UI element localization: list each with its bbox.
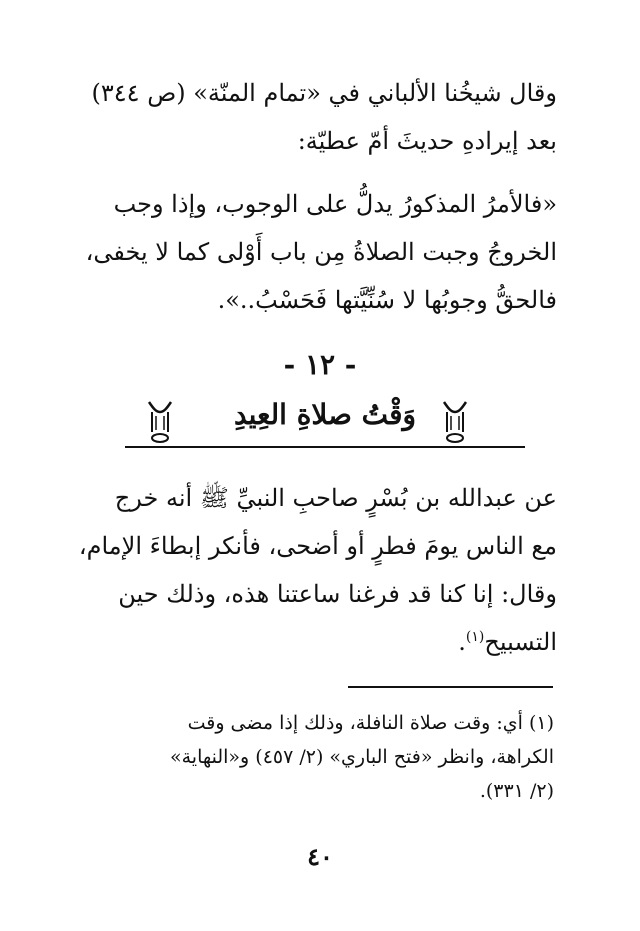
text-line: التسبيح$^{(١)}$. bbox=[458, 628, 557, 656]
text-line: مع الناس يومَ فطرٍ أو أضحى، فأنكر إبطاءَ الإمام، bbox=[78, 532, 557, 560]
footnote bbox=[76, 706, 554, 808]
text-line: وقال شيخُنا الألباني في «تمام المنّة» (ص ٣٤٤) bbox=[91, 79, 557, 107]
footnote-line: الكراهة، وانظر «فتح الباري» (٢/ ٤٥٧) و«النهاية» bbox=[169, 746, 554, 768]
hadith-paragraph bbox=[70, 474, 557, 666]
text-line: وقال: إنا كنا قد فرغنا ساعتنا هذه، وذلك حين bbox=[118, 580, 557, 608]
quote-intro-paragraph bbox=[70, 69, 557, 165]
section-header bbox=[125, 396, 525, 452]
footnote-reference[interactable]: (١) bbox=[465, 629, 485, 645]
text-line: بعد إيرادهِ حديثَ أمّ عطيّة: bbox=[297, 127, 557, 155]
text-line: «فالأمرُ المذكورُ يدلُّ على الوجوب، وإذا وجب bbox=[113, 190, 557, 218]
footnote-divider bbox=[348, 686, 553, 688]
section-number: - ١٢ - bbox=[283, 348, 357, 381]
quote-paragraph bbox=[70, 180, 557, 324]
lamp-ornament-icon bbox=[145, 398, 175, 446]
text-line-end: التسبيح bbox=[484, 628, 557, 656]
text-line: عن عبدالله بن بُسْرٍ صاحبِ النبيِّ ﷺ أنه خرج bbox=[114, 484, 557, 512]
text-line: فالحقُّ وجوبُها لا سُنِّيَّتها فَحَسْبُ..». bbox=[217, 286, 557, 314]
text-line: الخروجُ وجبت الصلاةُ مِن باب أَوْلى كما لا يخفى، bbox=[85, 238, 557, 266]
footnote-line: (٢/ ٣٣١). bbox=[479, 780, 554, 802]
section-title: وَقْتُ صلاةِ العِيدِ bbox=[233, 398, 416, 431]
page-number: ٤٠ bbox=[307, 842, 333, 871]
section-underline bbox=[125, 446, 525, 448]
footnote-line: (١) أي: وقت صلاة النافلة، وذلك إذا مضى وقت bbox=[187, 712, 554, 734]
